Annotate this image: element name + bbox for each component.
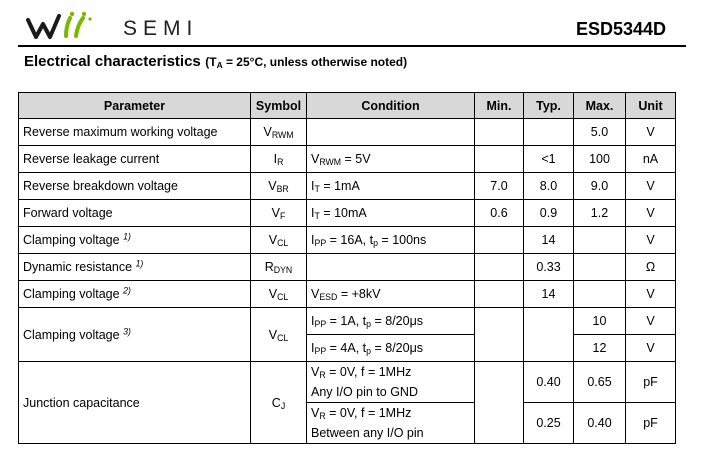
min-cell (475, 308, 524, 362)
condition-cell: $V_R = 0V$, f = 1MHz Between any I/O pin (307, 403, 475, 444)
typ-cell: 14 (524, 281, 574, 308)
condition-cell: $I_T = 1mA$ (307, 173, 475, 200)
condition-cell: $V_{RWM} = 5V$ (307, 146, 475, 173)
footnote-ref: 1) (123, 231, 131, 242)
table-header-row (19, 93, 676, 119)
col-header: Symbol (251, 93, 307, 119)
table-row (19, 119, 676, 146)
unit-cell: pF (626, 362, 676, 403)
symbol-cell: $C_J$ (251, 362, 307, 444)
unit-cell: V (626, 281, 676, 308)
max-cell: 12 (574, 335, 626, 362)
condition-cell: $V_{ESD} = +8kV$ (307, 281, 475, 308)
unit-cell: V (626, 308, 676, 335)
part-number: ESD5344D (575, 19, 666, 39)
typ-cell: 0.25 (524, 403, 574, 444)
parameter-cell: Forward voltage (19, 200, 251, 227)
unit-cell: pF (626, 403, 676, 444)
min-cell (475, 281, 524, 308)
min-cell (475, 119, 524, 146)
condition-cell: $I_{PP} = 1A$, $t_p = 8/20\mu s$ (307, 308, 475, 335)
table-row (19, 200, 676, 227)
typ-cell (524, 308, 574, 362)
typ-cell: <1 (524, 146, 574, 173)
col-header: Unit (626, 93, 676, 119)
section-title (24, 53, 407, 71)
electrical-characteristics-table (18, 92, 676, 444)
section-condition: ($T_A = 25^\circ C$, unless otherwise noted) (205, 55, 408, 71)
parameter-cell: Clamping voltage $^{3)}$ (19, 308, 251, 362)
typ-cell: 0.9 (524, 200, 574, 227)
condition-cell: $I_{PP} = 16A$, $t_p = 100ns$ (307, 227, 475, 254)
max-cell: 0.40 (574, 403, 626, 444)
condition-cell (307, 119, 475, 146)
parameter-cell: Reverse maximum working voltage (19, 119, 251, 146)
table-row (19, 254, 676, 281)
min-cell: 7.0 (475, 173, 524, 200)
typ-cell: 0.40 (524, 362, 574, 403)
condition-cell (307, 254, 475, 281)
min-cell (475, 227, 524, 254)
parameter-cell: Dynamic resistance $^{1)}$ (19, 254, 251, 281)
parameter-cell: Reverse breakdown voltage (19, 173, 251, 200)
min-cell (475, 254, 524, 281)
unit-cell: Ω (626, 254, 676, 281)
typ-cell: 14 (524, 227, 574, 254)
typ-cell: 0.33 (524, 254, 574, 281)
symbol-cell: $I_R$ (251, 146, 307, 173)
symbol-cell: $V_F$ (251, 200, 307, 227)
typ-cell: 8.0 (524, 173, 574, 200)
min-cell (475, 146, 524, 173)
parameter-cell: Clamping voltage $^{2)}$ (19, 281, 251, 308)
symbol-cell: $V_{CL}$ (251, 281, 307, 308)
min-cell (475, 362, 524, 444)
max-cell: 10 (574, 308, 626, 335)
max-cell: 9.0 (574, 173, 626, 200)
typ-cell (524, 119, 574, 146)
symbol-cell: $V_{CL}$ (251, 227, 307, 254)
brand-name: SEMI (123, 17, 199, 40)
max-cell (574, 281, 626, 308)
max-cell (574, 227, 626, 254)
max-cell: 0.65 (574, 362, 626, 403)
parameter-cell: Junction capacitance (19, 362, 251, 444)
table-row (19, 281, 676, 308)
condition-cell: $V_R = 0V$, f = 1MHz Any I/O pin to GND (307, 362, 475, 403)
footnote-ref: 1) (135, 258, 144, 269)
max-cell: 100 (574, 146, 626, 173)
unit-cell: V (626, 173, 676, 200)
col-header: Parameter (19, 93, 251, 119)
condition-cell: $I_{PP} = 4A$, $t_p = 8/20\mu s$ (307, 335, 475, 362)
footnote-ref: 3) (123, 326, 131, 337)
col-header: Min. (475, 93, 524, 119)
unit-cell: V (626, 335, 676, 362)
symbol-cell: $V_{RWM}$ (251, 119, 307, 146)
parameter-cell: Reverse leakage current (19, 146, 251, 173)
parameter-cell: Clamping voltage $^{1)}$ (19, 227, 251, 254)
unit-cell: nA (626, 146, 676, 173)
table-row (19, 227, 676, 254)
col-header: Typ. (524, 93, 574, 119)
header-divider (18, 45, 686, 47)
table-row (19, 173, 676, 200)
symbol-cell: $V_{BR}$ (251, 173, 307, 200)
table-row (19, 146, 676, 173)
col-header: Max. (574, 93, 626, 119)
section-title-text: Electrical characteristics (24, 53, 201, 70)
will-semi-logo-icon (26, 10, 106, 40)
condition-cell: $I_T = 10mA$ (307, 200, 475, 227)
table-row (19, 362, 676, 403)
unit-cell: V (626, 200, 676, 227)
footnote-ref: 2) (123, 285, 131, 296)
symbol-cell: $R_{DYN}$ (251, 254, 307, 281)
max-cell: 1.2 (574, 200, 626, 227)
table-row (19, 308, 676, 335)
col-header: Condition (307, 93, 475, 119)
unit-cell: V (626, 119, 676, 146)
min-cell: 0.6 (475, 200, 524, 227)
max-cell (574, 254, 626, 281)
max-cell: 5.0 (574, 119, 626, 146)
unit-cell: V (626, 227, 676, 254)
symbol-cell: $V_{CL}$ (251, 308, 307, 362)
page-header (0, 0, 704, 46)
